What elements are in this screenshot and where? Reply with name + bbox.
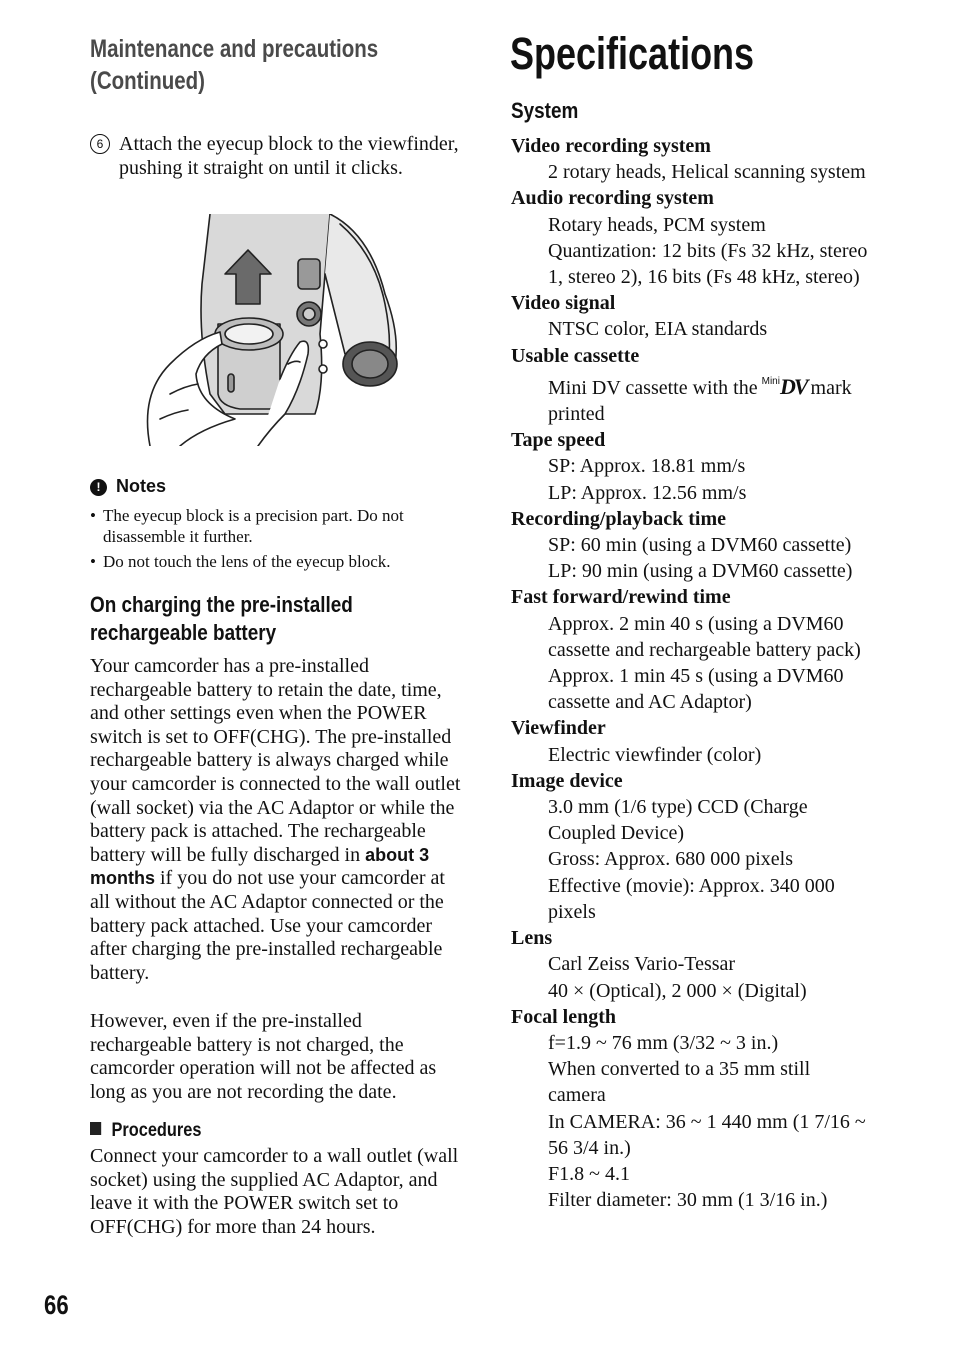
spec-tape-speed — [511, 427, 931, 506]
spec-value — [511, 369, 931, 401]
spec-value: When converted to a 35 mm still — [548, 1058, 811, 1081]
spec-usable-cassette — [511, 343, 931, 428]
spec-value: Approx. 1 min 45 s (using a DVM60 — [548, 665, 844, 688]
spec-lens — [511, 925, 931, 1004]
charging-emphasis: about 3 months — [90, 844, 430, 889]
step-6 — [96, 132, 464, 180]
spec-list — [511, 133, 931, 1213]
spec-value: 56 3/4 in.) — [548, 1136, 631, 1159]
step-text: Attach the eyecup block to the viewfinder, pushing it straight on until it clicks. — [119, 133, 459, 179]
spec-value: F1.8 ~ 4.1 — [548, 1162, 630, 1185]
spec-value: Gross: Approx. 680 000 pixels — [548, 848, 793, 871]
charging-subheading-line1: On charging the pre-installed — [90, 592, 353, 617]
charging-text-b: if you do not use your camcorder at all without the AC Adaptor connected or the battery pack attached. Use your camcorder after charging the pre-installed rechargeable battery. — [90, 867, 445, 984]
page-title: Specifications — [510, 28, 755, 79]
spec-label: Lens — [511, 927, 553, 950]
notes-heading-text: Notes — [116, 476, 167, 496]
spec-value: NTSC color, EIA standards — [548, 318, 768, 341]
spec-label: Fast forward/rewind time — [511, 586, 731, 609]
charging-paragraph — [90, 655, 462, 985]
spec-video-signal — [511, 290, 931, 342]
spec-value: 2 rotary heads, Helical scanning system — [548, 161, 866, 184]
charging-subheading-line2: rechargeable battery — [90, 620, 277, 645]
spec-value: Effective (movie): Approx. 340 000 — [548, 874, 835, 897]
section-heading-line1: Maintenance and precautions — [90, 35, 379, 63]
spec-viewfinder — [511, 715, 931, 767]
mini-dv-logo-mini: Mini — [761, 375, 780, 387]
spec-label: Focal length — [511, 1005, 616, 1028]
spec-focal-length — [511, 1004, 931, 1214]
notes-warning-icon: ! — [90, 479, 107, 496]
spec-value: f=1.9 ~ 76 mm (3/32 ~ 3 in.) — [548, 1031, 779, 1054]
mini-dv-logo-icon — [762, 369, 807, 401]
spec-label: Video signal — [511, 292, 616, 315]
spec-value: Filter diameter: 30 mm (1 3/16 in.) — [548, 1189, 828, 1212]
charging-text-a: Your camcorder has a pre-installed rechargeable battery to retain the date, time, and other settings even when the POWER switch is set to OFF(CHG). The pre-installed rechargeable battery is always charged while your camcorder is connected to the wall outlet (wall socket) via the AC Adaptor or while the battery pack is attached. The rechargeable battery will be fully discharged in — [90, 655, 461, 866]
spec-label: Video recording system — [511, 135, 711, 157]
spec-value: Quantization: 12 bits (Fs 32 kHz, stereo — [548, 239, 868, 262]
step-number: 6 — [90, 134, 110, 154]
cassette-text: Mini DV cassette with the — [548, 376, 758, 399]
spec-label: Usable cassette — [511, 344, 640, 367]
spec-value: LP: Approx. 12.56 mm/s — [548, 481, 747, 504]
spec-value: LP: 90 min (using a DVM60 cassette) — [548, 560, 853, 583]
note-item: • Do not touch the lens of the eyecup block. — [90, 551, 445, 572]
page-number: 66 — [44, 1290, 69, 1320]
charging-subheading — [90, 591, 353, 647]
spec-value: camera — [548, 1084, 606, 1107]
charging-paragraph-2: However, even if the pre-installed rechargeable battery is not charged, the camcorder operation will not be affected as long as you are not recording the date. — [90, 1010, 437, 1103]
spec-value: 40 × (Optical), 2 000 × (Digital) — [548, 979, 807, 1002]
spec-label: Viewfinder — [511, 717, 606, 740]
spec-audio-recording — [511, 185, 931, 290]
spec-value: 3.0 mm (1/6 type) CCD (Charge — [548, 796, 808, 819]
spec-video-recording — [511, 133, 931, 185]
spec-value: Rotary heads, PCM system — [548, 213, 766, 236]
spec-value: pixels — [548, 900, 596, 923]
spec-value: Coupled Device) — [548, 822, 685, 845]
spec-value: 1, stereo 2), 16 bits (Fs 48 kHz, stereo) — [548, 266, 860, 289]
spec-value: In CAMERA: 36 ~ 1 440 mm (1 7/16 ~ — [548, 1110, 866, 1133]
notes-heading — [90, 476, 166, 497]
section-heading — [90, 33, 378, 97]
spec-value: SP: Approx. 18.81 mm/s — [548, 455, 746, 478]
eyecup-illustration — [140, 214, 405, 446]
spec-value: Electric viewfinder (color) — [548, 743, 762, 766]
spec-value: SP: 60 min (using a DVM60 cassette) — [548, 534, 852, 557]
system-heading: System — [511, 98, 579, 123]
notes-list — [90, 505, 445, 576]
spec-fast-forward-rewind — [511, 584, 931, 715]
procedures-heading — [90, 1120, 201, 1142]
spec-label: Tape speed — [511, 429, 606, 452]
spec-label: Image device — [511, 769, 623, 792]
cassette-text-mark: mark — [810, 376, 852, 399]
section-heading-line2: (Continued) — [90, 67, 205, 95]
mini-dv-logo-dv: DV — [779, 373, 807, 399]
spec-label: Audio recording system — [511, 187, 714, 210]
square-bullet-icon — [90, 1122, 101, 1135]
spec-value: cassette and rechargeable battery pack) — [548, 638, 861, 661]
spec-recording-playback-time — [511, 506, 931, 585]
spec-value: Carl Zeiss Vario-Tessar — [548, 953, 736, 976]
spec-label: Recording/playback time — [511, 507, 726, 530]
note-item: • The eyecup block is a precision part. Do not disassemble it further. — [90, 505, 445, 547]
procedures-heading-text: Procedures — [111, 1120, 202, 1141]
spec-image-device — [511, 768, 931, 925]
spec-value: cassette and AC Adaptor) — [548, 691, 752, 714]
spec-value: Approx. 2 min 40 s (using a DVM60 — [548, 612, 844, 635]
spec-value: printed — [548, 403, 605, 426]
procedures-paragraph: Connect your camcorder to a wall outlet (wall socket) using the supplied AC Adaptor, and leave it with the POWER switch set to OFF(CHG) for more than 24 hours. — [90, 1145, 459, 1238]
